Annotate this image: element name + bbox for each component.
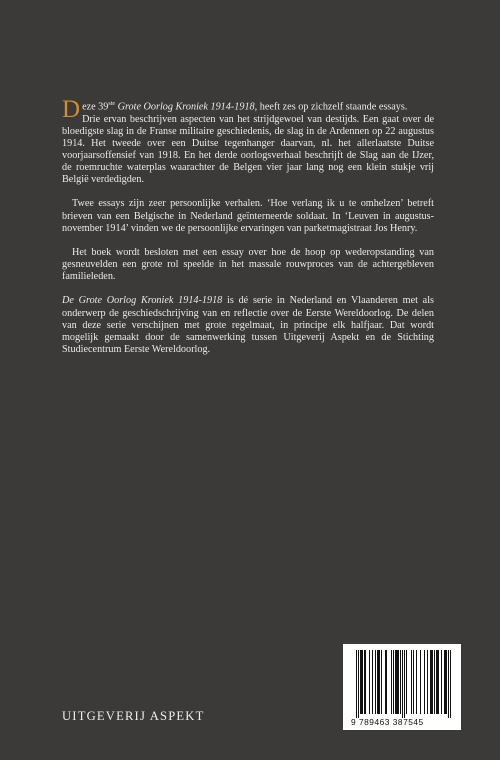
barcode-bar: [420, 650, 421, 714]
barcode-bar: [379, 650, 380, 714]
barcode-bar: [386, 650, 387, 714]
ordinal-suffix: ste: [108, 101, 116, 107]
barcode-bar: [441, 650, 442, 714]
barcode-bar: [450, 650, 451, 718]
drop-cap-initial: D: [62, 96, 81, 123]
barcode-bar: [356, 650, 357, 718]
blurb-paragraph-4: [62, 295, 434, 356]
barcode-bar: [411, 650, 412, 714]
barcode-bar: [398, 650, 399, 714]
barcode-bar: [444, 650, 445, 714]
barcode-bar: [361, 650, 362, 714]
barcode-bar: [393, 650, 394, 714]
barcode-bar: [446, 650, 447, 714]
barcode-bar: [360, 650, 361, 714]
blurb-paragraph-1b: Drie ervan beschrijven aspecten van het strijdgewoel van destijds. Een gaat over de bloedigste slag in de Franse militaire geschiedenis, de slag in de Ardennen op 22 augustus 1914. Het tweede over een Duitse tegenhanger daarvan, nl. het allerlaatste Duitse voorjaarsoffensief van 1918. En het derde oorlogsverhaal beschrijft de Slag aan de IJzer, de roemruchte waterplas waarachter de Belgen vier jaar lang nog een klein stukje vrij België verdedigden.: [62, 113, 434, 186]
blurb-paragraph-3: Het boek wordt besloten met een essay over hoe de hoop op wederopstanding van gesneuvelden een grote rol speelde in het massale rouwproces van de achtergebleven familieleden.: [62, 246, 434, 283]
barcode-bar: [427, 650, 428, 714]
barcode-bar: [397, 650, 398, 714]
barcode-bar: [445, 650, 446, 714]
barcode-bar: [364, 650, 365, 714]
barcode-bar: [372, 650, 373, 714]
barcode-bar: [377, 650, 378, 714]
barcode-bar: [432, 650, 433, 714]
barcode-bar: [416, 650, 417, 714]
blurb-text: [62, 98, 434, 356]
barcode-bar: [413, 650, 414, 714]
barcode-bar: [358, 650, 359, 718]
series-title-inline: Grote Oorlog Kroniek 1914-1918,: [115, 101, 258, 113]
barcode-bar: [378, 650, 379, 714]
barcode-bar: [362, 650, 363, 714]
barcode-bar: [400, 650, 401, 714]
barcode-bar: [396, 650, 397, 714]
barcode-bar: [406, 650, 407, 714]
barcode-bar: [391, 650, 392, 714]
series-description: is dé serie in Nederland en Vlaanderen met als onderwerp de geschiedschrijving van en reflectie over de Eerste Wereldoorlog. De delen van deze serie verschijnen met grote regelmaat, in principe elk halfjaar. Dat wordt mogelijk gemaakt door de samenwerking tussen Uitgeverij Aspekt en de Stichting Studiecentrum Eerste Wereldoorlog.: [62, 295, 434, 356]
blurb-lead-rest: heeft zes op zichzelf staande essays.: [257, 101, 408, 113]
barcode-digits: 9 789463 387545: [351, 717, 424, 727]
barcode-bar: [381, 650, 382, 714]
barcode-bar: [430, 650, 431, 714]
barcode-bar: [365, 650, 366, 714]
barcode-bar: [436, 650, 437, 714]
blurb-paragraph-2: Twee essays zijn zeer persoonlijke verhalen. ‘Hoe verlang ik u te omhelzen’ betreft brieven van een Belgische in Nederland geïnterneerde soldaat. In ‘Leuven in augustus-november 1914’ vinden we de persoonlijke ervaringen van parketmagistraat Jos Henry.: [62, 198, 434, 234]
barcode-bar: [438, 650, 439, 714]
barcode-bar: [404, 650, 405, 718]
barcode-bar: [448, 650, 449, 718]
barcode-bar: [434, 650, 435, 714]
barcode-bar: [402, 650, 403, 718]
series-title: De Grote Oorlog Kroniek 1914-1918: [62, 295, 223, 307]
barcode-bar: [375, 650, 376, 714]
barcode-bar: [385, 650, 386, 714]
blurb-paragraph-1: [62, 96, 434, 123]
barcode-bar: [395, 650, 396, 714]
publisher-name: UITGEVERIJ ASPEKT: [62, 709, 205, 723]
barcode-bar: [431, 650, 432, 714]
blurb-lead: eze 39: [82, 101, 109, 113]
isbn-barcode: [343, 644, 461, 730]
barcode-bar: [369, 650, 370, 714]
barcode-bar: [437, 650, 438, 714]
barcode-bar: [424, 650, 425, 714]
